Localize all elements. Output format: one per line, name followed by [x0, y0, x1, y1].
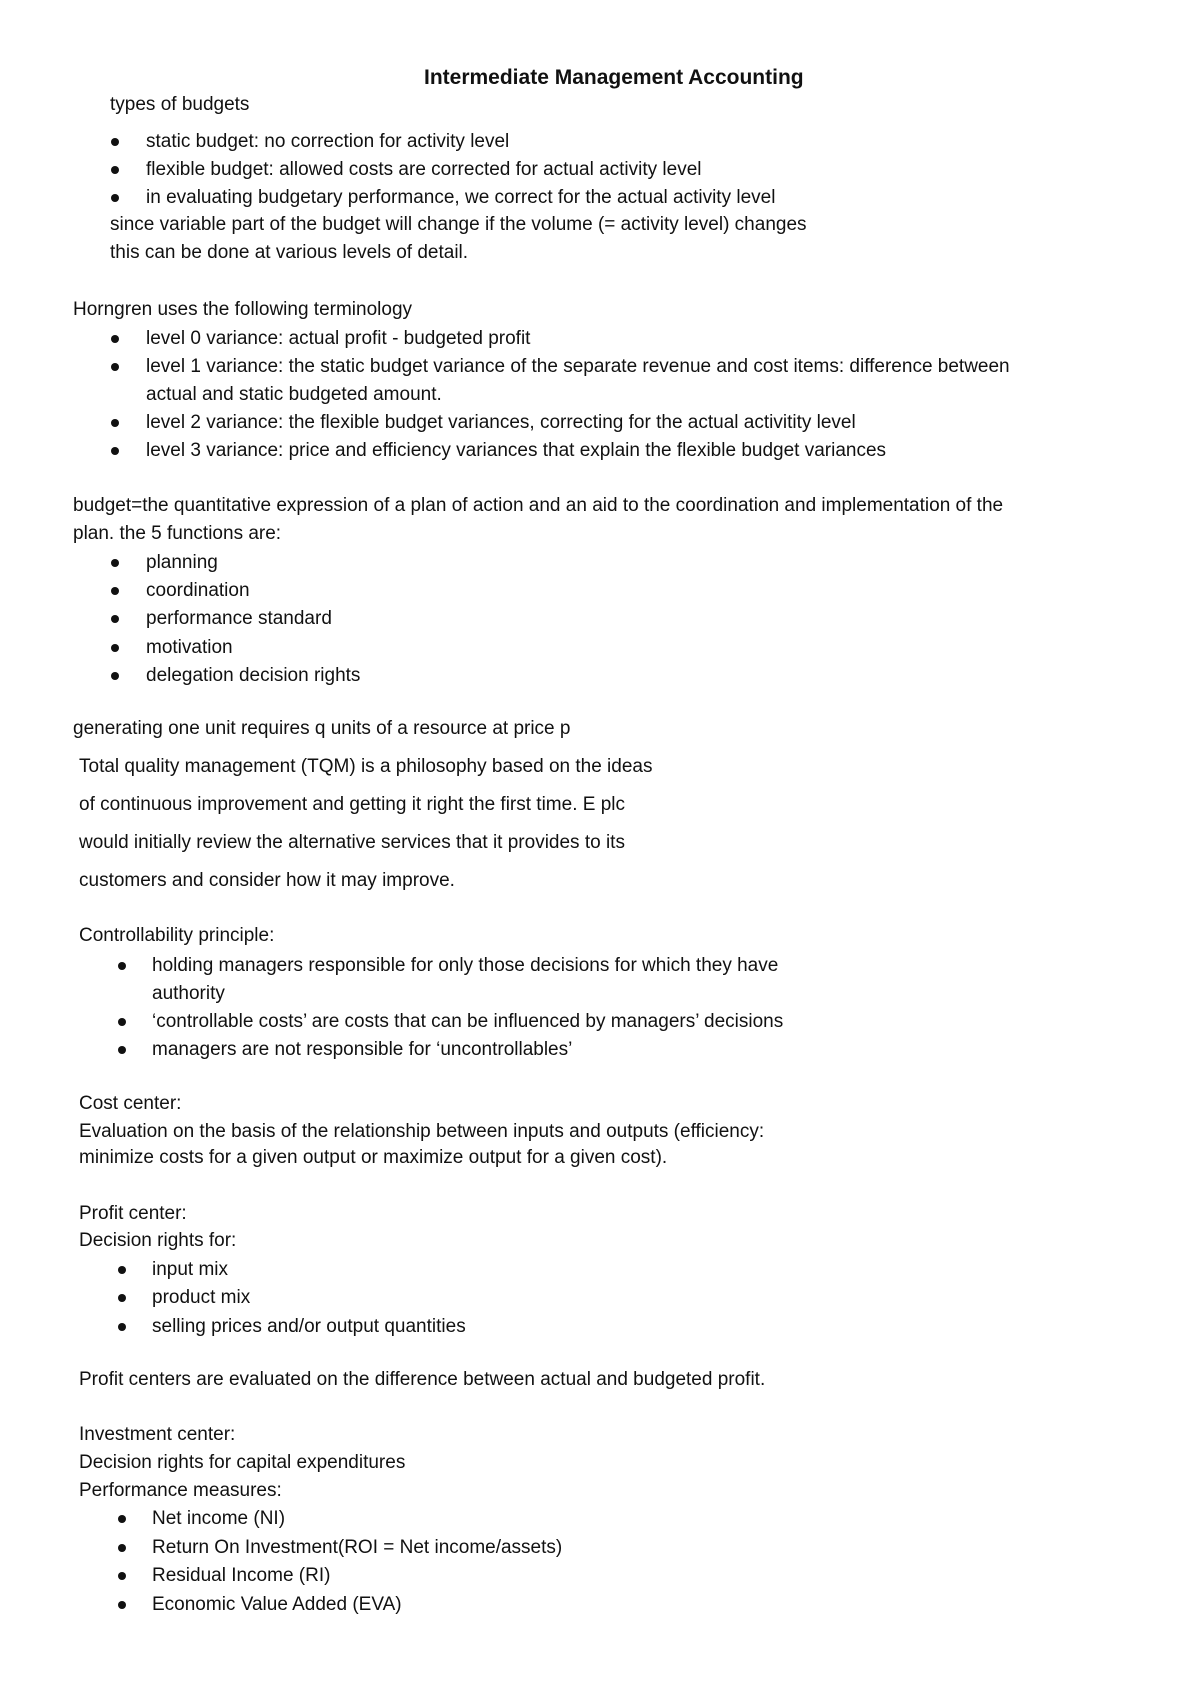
list-item: holding managers responsible for only those decisions for which they have	[152, 955, 779, 976]
budget-definition: budget=the quantitative expression of a plan of action and an aid to the coordination and implementation of the	[73, 495, 1004, 516]
profit-center-subheading: Decision rights for:	[79, 1230, 237, 1251]
bullet-icon	[118, 1323, 126, 1331]
cost-center-heading: Cost center:	[79, 1093, 182, 1114]
list-item-continuation: authority	[152, 983, 225, 1004]
list-item: Net income (NI)	[152, 1508, 286, 1529]
list-item: Residual Income (RI)	[152, 1565, 331, 1586]
list-item: Return On Investment(ROI = Net income/assets)	[152, 1537, 563, 1558]
bullet-icon	[118, 962, 126, 970]
investment-center-text: Performance measures:	[79, 1480, 282, 1501]
bullet-icon	[118, 1515, 126, 1523]
investment-center-text: Decision rights for capital expenditures	[79, 1452, 406, 1473]
budget-types-heading: types of budgets	[110, 94, 250, 115]
list-item: product mix	[152, 1287, 251, 1308]
list-item: performance standard	[146, 608, 332, 629]
bullet-icon	[118, 1018, 126, 1026]
bullet-icon	[118, 1572, 126, 1580]
bullet-icon	[111, 166, 119, 174]
bullet-icon	[111, 587, 119, 595]
bullet-icon	[111, 672, 119, 680]
budget-types-note: since variable part of the budget will change if the volume (= activity level) changes	[110, 214, 807, 235]
list-item: delegation decision rights	[146, 665, 361, 686]
tqm-text: Total quality management (TQM) is a philosophy based on the ideas	[79, 756, 653, 777]
bullet-icon	[111, 559, 119, 567]
list-item: coordination	[146, 580, 250, 601]
list-item: level 0 variance: actual profit - budgeted profit	[146, 328, 531, 349]
generating-text: generating one unit requires q units of a resource at price p	[73, 718, 571, 739]
list-item-continuation: actual and static budgeted amount.	[146, 384, 442, 405]
list-item: Economic Value Added (EVA)	[152, 1594, 402, 1615]
horngren-heading: Horngren uses the following terminology	[73, 299, 413, 320]
bullet-icon	[118, 1046, 126, 1054]
list-item: level 2 variance: the flexible budget variances, correcting for the actual activitity level	[146, 412, 856, 433]
budget-definition: plan. the 5 functions are:	[73, 523, 282, 544]
list-item: level 1 variance: the static budget variance of the separate revenue and cost items: difference between	[146, 356, 1010, 377]
bullet-icon	[111, 138, 119, 146]
profit-center-heading: Profit center:	[79, 1203, 187, 1224]
list-item: static budget: no correction for activity level	[146, 131, 510, 152]
list-item: input mix	[152, 1259, 229, 1280]
cost-center-text: Evaluation on the basis of the relationship between inputs and outputs (efficiency:	[79, 1121, 765, 1142]
bullet-icon	[111, 419, 119, 427]
tqm-text: customers and consider how it may improve.	[79, 870, 455, 891]
bullet-icon	[111, 194, 119, 202]
bullet-icon	[111, 447, 119, 455]
list-item: in evaluating budgetary performance, we correct for the actual activity level	[146, 187, 776, 208]
page-title: Intermediate Management Accounting	[424, 66, 804, 89]
list-item: flexible budget: allowed costs are corrected for actual activity level	[146, 159, 702, 180]
budget-types-note: this can be done at various levels of detail.	[110, 242, 469, 263]
list-item: managers are not responsible for ‘uncontrollables’	[152, 1039, 573, 1060]
tqm-text: of continuous improvement and getting it right the first time. E plc	[79, 794, 625, 815]
bullet-icon	[111, 615, 119, 623]
bullet-icon	[111, 363, 119, 371]
bullet-icon	[111, 335, 119, 343]
bullet-icon	[118, 1294, 126, 1302]
list-item: level 3 variance: price and efficiency variances that explain the flexible budget variances	[146, 440, 887, 461]
tqm-text: would initially review the alternative services that it provides to its	[79, 832, 625, 853]
bullet-icon	[118, 1266, 126, 1274]
list-item: planning	[146, 552, 218, 573]
list-item: selling prices and/or output quantities	[152, 1316, 466, 1337]
controllability-heading: Controllability principle:	[79, 925, 275, 946]
investment-center-heading: Investment center:	[79, 1424, 236, 1445]
list-item: ‘controllable costs’ are costs that can be influenced by managers’ decisions	[152, 1011, 784, 1032]
bullet-icon	[111, 644, 119, 652]
profit-center-evaluation: Profit centers are evaluated on the difference between actual and budgeted profit.	[79, 1369, 766, 1390]
cost-center-text: minimize costs for a given output or maximize output for a given cost).	[79, 1147, 668, 1168]
bullet-icon	[118, 1601, 126, 1609]
list-item: motivation	[146, 637, 233, 658]
bullet-icon	[118, 1544, 126, 1552]
